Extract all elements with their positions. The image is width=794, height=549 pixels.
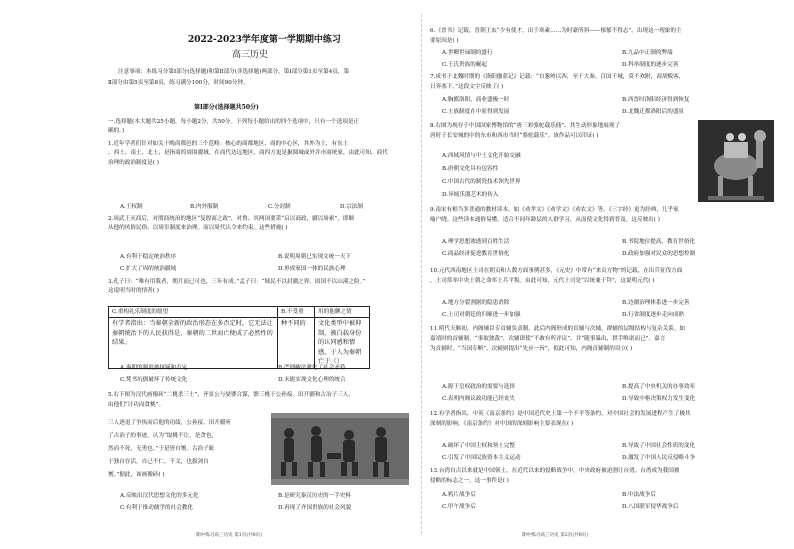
question-line: 唐时于长安城的中的东市和西市当时“骆驼载乐”。该作品可以印证( ): [430, 133, 599, 139]
question-line: 日奔塞下。”这段文字反映了( ): [430, 84, 504, 90]
question-line: 要原因是( ): [430, 38, 459, 44]
option-d[interactable]: D.北魏迁都洛阳后的盛景: [622, 109, 685, 115]
table-cell: 用的他聊之情: [315, 307, 370, 318]
option-b[interactable]: B.西晋时洛阳经济得到恢复: [622, 97, 690, 103]
question-line: 2.周武王灭商后，对殷商统治的地区“复殷商之政”，对鲁、其两国要采“启以商政，疆以周索”，即顺: [108, 216, 355, 222]
option-c[interactable]: C.甲午战争后: [442, 504, 476, 510]
question-line: 7.成书于北魏时期的《洛阳伽蓝记》记载：“自葱岭以西，至于大秦，百国千城，莫不欢附，商胡贩客，: [430, 74, 685, 80]
option-a[interactable]: A.王权制: [120, 204, 143, 210]
option-c[interactable]: C.商品经济促进教育世俗化: [442, 251, 510, 257]
notice-line: 注意事项：本练习分第Ⅰ部分(选择题)和第Ⅱ部分(非选择题)两部分。第Ⅰ部分第1页至第4页，第: [118, 69, 350, 75]
option-a[interactable]: A.鸦片战争后: [442, 492, 476, 498]
question-line: ，土司常率中央土朝之命率土兵平叛。由此可知，元代土司是“以统兼于拜”，这说明元代( ): [430, 278, 655, 284]
question-line: 由他们“计功而食桃”。: [108, 402, 165, 408]
option-d[interactable]: D.形成家国一体的民族心理: [278, 266, 346, 272]
han-relief-icon: [271, 413, 409, 485]
table-cell: 种不同的: [278, 318, 315, 369]
option-a[interactable]: A.有利于稳定统治秩序: [120, 254, 177, 260]
question-line: 、西土、南土、北土，是指商的周围疆域。在商代边远地区，商四方更是掘圆城或外并市商统家，由此可知，商代: [108, 150, 388, 156]
table-cell: 有学者指出：当秦朝全新的政治形态在多否定时，它无法让秦朝统治下的人民获得是，秦朝的二世而亡便成了必然性的结果。: [109, 318, 278, 369]
option-a[interactable]: A.源于皇权政治的需要与选择: [442, 384, 515, 390]
table-cell: C.重构礼乐制度的愿望: [109, 307, 278, 318]
option-d[interactable]: D.行省制度逐步走向成熟: [622, 312, 685, 318]
question-line: 深刻的影响。《南京条约》对中国的深刻影响主要表现在( ): [430, 421, 574, 427]
option-b[interactable]: B.内外服制: [190, 204, 219, 210]
exam-subtitle: 高三历史: [232, 50, 269, 60]
option-a[interactable]: A.秦朝的制度被抹疑和否定: [120, 365, 188, 371]
left-column: [108, 0, 412, 549]
option-d[interactable]: D.激发了中国人民反侵略斗争: [622, 455, 696, 461]
option-b[interactable]: B.书院地位提高，教育世俗化: [622, 239, 696, 245]
question-line: 从他的风俗民俗、以周室制度来治理。而以周代认令来约束。这些措施( ): [108, 225, 288, 231]
question-line: 喻户晓。这些读本通俗易懂，适合不同年龄层的人群学习，从而使文化得到普及。这反映出( ): [430, 217, 660, 223]
notice-line: Ⅱ部分由第5页至第8页，练习满分100分，时间90分钟。: [108, 80, 249, 86]
option-c[interactable]: C.士族制度在中原得到发展: [442, 109, 510, 115]
tang-sancai-camel-image: [698, 120, 774, 202]
question-line: 为首辅时，“当国专断”，次辅则提出“先应一旨”，拟此可知，内阁首辅制的设立( ): [430, 346, 633, 352]
option-d[interactable]: D.宗法制: [340, 204, 363, 210]
question-line: 8.右图为现存于中国国家博物馆的“唐三彩骆驼载乐俑”，其生动形象地展现了: [430, 123, 621, 129]
option-a[interactable]: A.西域风情与中土文化开始交融: [442, 153, 521, 159]
option-a[interactable]: A.世卿世禄制的盛行: [442, 50, 493, 56]
camel-figurine-icon: [698, 120, 774, 202]
option-d[interactable]: D.再现了齐国贵族的社会风貌: [278, 505, 352, 511]
question-line: 9.南宋有相当多普通的教材读本，如《劝孝文》《劝学文》《劝农文》等，《三字经》更为经典，几乎家: [430, 207, 679, 213]
page-footer: 期中练习高三历史 第2页(共8页): [522, 533, 589, 538]
option-d[interactable]: D.八国联军侵华战争后: [622, 504, 679, 510]
option-b[interactable]: B.九品中正制的弊端: [622, 50, 673, 56]
option-b[interactable]: B.边疆治理体系进一步完善: [622, 300, 690, 306]
question-line: 11.明代天顺初，内阁辅臣专首辅负责制，此后内阁形成的首辅与次辅，群辅的层级结构与复杂关系。如: [430, 326, 686, 332]
option-b[interactable]: B.中法战争后: [622, 492, 656, 498]
option-b[interactable]: B.说明周朝已实现文统一天下: [278, 254, 352, 260]
option-c[interactable]: C.引发了中国民族资本主义运动: [442, 455, 521, 461]
part1-heading: 第Ⅰ部分(选择题共50分): [194, 104, 259, 111]
story-line: 然而不死，无勇也。”于是皆自刎。古治子耻: [108, 446, 215, 452]
option-c[interactable]: C.焚书坑儒破坏了传统文化: [120, 377, 188, 383]
option-b[interactable]: B.严刑峻法激化了社会矛盾: [278, 365, 346, 371]
question-line: 10.元代西南地区土司在朝贡和人数方面事例甚多，《元史》中常有“来贡方物”的记载，在出兵征伐方面: [430, 268, 683, 274]
question-line: 治理的政治制度是( ): [108, 160, 159, 166]
option-c[interactable]: C.王氏贵族的崛起: [442, 62, 488, 68]
option-d[interactable]: D.科举制度的逐步完善: [622, 62, 679, 68]
option-b[interactable]: B.提高了中央机关的办事效率: [622, 384, 696, 390]
part1-instruction: 一.选择题(本大题共25小题，每小题2分，共50分。下列每小题给出的四个选项中，只有一个选项是正: [108, 119, 360, 125]
story-line: 刎。”据此，该画像砖( ): [108, 472, 165, 478]
question-line: 侵略的标志之一。这一事件是( ): [430, 478, 509, 484]
question-line: 13.台湾自古以来就是中国领土。在近代以来的侵略战争中，中央政府被迫割让台湾。台湾成为我国被: [430, 468, 680, 474]
question-table: [108, 306, 370, 369]
table-cell: B.不受重: [278, 307, 315, 318]
option-c[interactable]: C.扩大了周的统治疆域: [120, 266, 177, 272]
column-divider: [421, 14, 422, 534]
question-line: 3.孔子曰：“唯有用我者，期月而已可也，三年有成。”孟子曰：“域民不以封疆之界，固国不以山溪之险。”: [108, 279, 366, 285]
story-line: 三人逐退了争执而后他的功绩，公孙接、田开疆听: [108, 420, 232, 426]
question-line: 1.近年学者们针对如关于晚商都邑的三个范畴：核心的商都地区、商的中心区，其外为土，有东土: [108, 141, 349, 147]
question-line: 这说明当时的情者( ): [108, 288, 159, 294]
part1-instruction: 确的。): [108, 128, 125, 134]
option-b[interactable]: B.是研究秦汉历史的一手史料: [278, 493, 352, 499]
option-a[interactable]: A.理学思想渗透到百姓生活: [442, 239, 510, 245]
option-d[interactable]: D.导致中枢决策权力发生变化: [622, 396, 696, 402]
question-line: 5.右下图为汉代画像砖“二桃杀三士”，齐景公与晏婴合谋，馈三桃于公孙接、田开疆和古冶子三人，: [108, 392, 354, 398]
right-column: [430, 0, 775, 549]
option-d[interactable]: D.异域乐器艺术的传入: [442, 192, 499, 198]
option-b[interactable]: B.唐朝文化具有包容性: [442, 166, 499, 172]
table-cell: 文化类型中被抑制，被白载身份的认同感和情感，于人为秦朝亡于（）: [315, 318, 370, 369]
option-c[interactable]: C.有利于推动儒学的社会教化: [120, 505, 193, 511]
option-a[interactable]: A.破坏了中国主权和领土完整: [442, 443, 515, 449]
exam-title: 2022-2023学年度第一学期期中练习: [188, 35, 341, 45]
story-line: 了古治子的事迹，认为“取桃不让，是贪也，: [108, 433, 218, 439]
option-a[interactable]: A.地方分裂割据的隐患消除: [442, 300, 510, 306]
question-line: 12.有学者指出，中英《南京条约》是中国近代史上第一个不平等条约，对中国社会的发展进程产生了极其: [430, 411, 691, 417]
option-a[interactable]: A.反映出汉代思想文化的多元化: [120, 493, 199, 499]
option-c[interactable]: C.表明内阁议政功能已经丧失: [442, 396, 515, 402]
story-line: 于独自存活，自己不仁，不义，也拔剑自: [108, 459, 209, 465]
question-line: 嘉靖时的首辅制，“事取独裁”，次辅即使“不敢有所评议”，并“随事暴出，拱手唯诺而已”。嘉言: [430, 336, 666, 342]
option-c[interactable]: C.分封制: [268, 204, 291, 210]
option-c[interactable]: C.土司对朝廷的归顺进一步加强: [442, 312, 521, 318]
option-d[interactable]: D.未能实现文化心理的统合: [278, 377, 346, 383]
page-footer: 期中练习高三历史 第1页(共8页): [196, 533, 263, 538]
question-line: 6.《晋书》记载，晋朝王玄“少有使才，出于寒素……为时豪所斜——郁郁不得志”。出现这一现象的主: [430, 28, 682, 34]
option-b[interactable]: B.导致了中国社会性质的变化: [622, 443, 696, 449]
option-a[interactable]: A.胸都洛阳，商业盛极一时: [442, 97, 510, 103]
option-c[interactable]: C.中国古代的制瓷技术领先世界: [442, 179, 521, 185]
han-relief-image: [271, 413, 409, 485]
option-d[interactable]: D.政府加强对民众的思想控制: [622, 251, 696, 257]
